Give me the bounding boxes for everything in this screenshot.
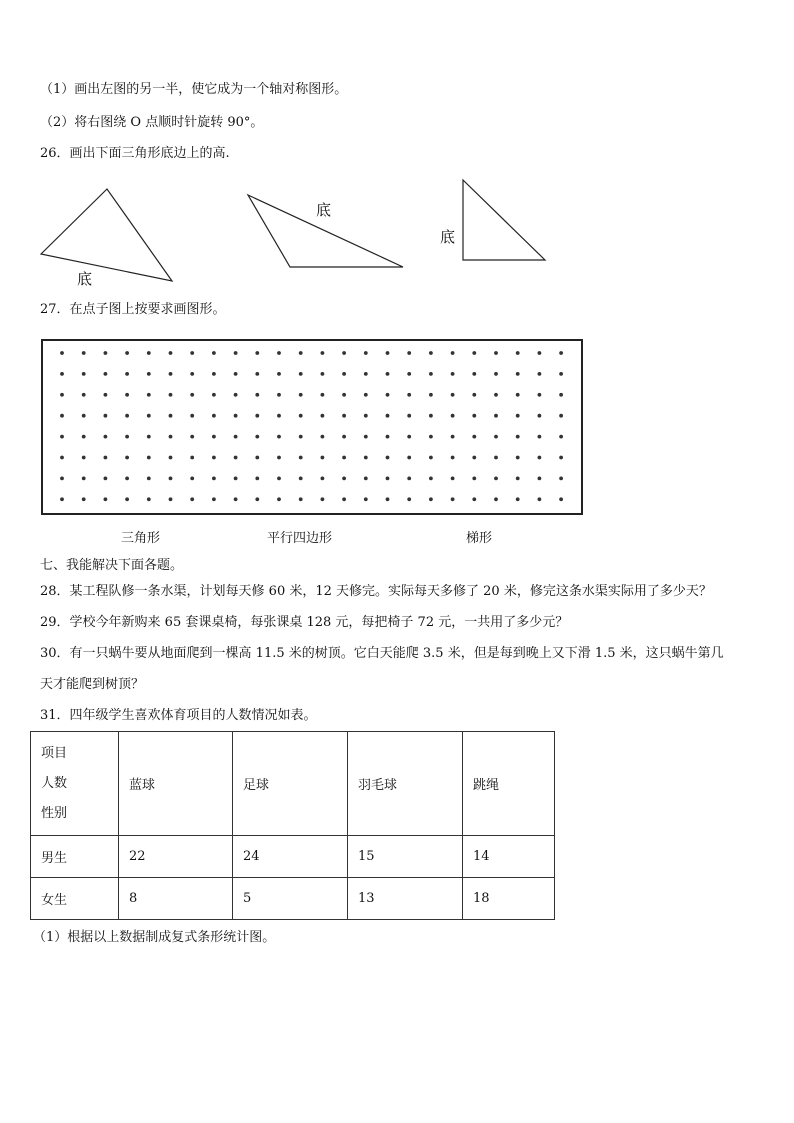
grid-dot[interactable] [212,435,216,439]
q25-part2: （2）将右图绕 O 点顺时针旋转 90°。 [40,115,264,130]
grid-dot[interactable] [342,497,346,501]
grid-dot[interactable] [147,393,151,397]
grid-dot[interactable] [538,477,542,481]
grid-dot[interactable] [125,351,129,355]
grid-dot[interactable] [60,477,64,481]
grid-dot[interactable] [212,414,216,418]
sports-survey-table [30,731,555,920]
grid-dot[interactable] [559,393,563,397]
grid-dot[interactable] [494,372,498,376]
grid-dot[interactable] [104,435,108,439]
grid-dot[interactable] [60,435,64,439]
grid-dot[interactable] [125,372,129,376]
grid-dot[interactable] [451,351,455,355]
grid-dot[interactable] [407,393,411,397]
grid-dot[interactable] [472,456,476,460]
grid-dot[interactable] [255,372,259,376]
grid-dot[interactable] [125,435,129,439]
grid-dot[interactable] [147,477,151,481]
grid-dot[interactable] [494,497,498,501]
grid-dot[interactable] [429,477,433,481]
table-cell: 18 [463,878,555,920]
grid-dot[interactable] [104,477,108,481]
grid-dot[interactable] [407,414,411,418]
grid-dot[interactable] [82,372,86,376]
grid-dot[interactable] [255,477,259,481]
table-header-row [31,732,555,836]
grid-dot[interactable] [494,351,498,355]
grid-dot[interactable] [125,393,129,397]
grid-dot[interactable] [538,456,542,460]
grid-label-parallelogram: 平行四边形 [267,531,333,546]
grid-dot[interactable] [234,393,238,397]
grid-dot[interactable] [364,435,368,439]
grid-dot[interactable] [407,372,411,376]
grid-dot[interactable] [190,393,194,397]
grid-dot[interactable] [190,351,194,355]
grid-dot[interactable] [60,351,64,355]
grid-dot[interactable] [429,414,433,418]
grid-dot[interactable] [451,393,455,397]
grid-dot[interactable] [342,414,346,418]
grid-dot[interactable] [321,372,325,376]
grid-dot[interactable] [342,456,346,460]
grid-dot[interactable] [538,414,542,418]
grid-dot[interactable] [169,456,173,460]
grid-dot[interactable] [82,456,86,460]
grid-dot[interactable] [147,497,151,501]
grid-dot[interactable] [386,477,390,481]
corner-header-count: 人数 [41,775,68,791]
grid-dot[interactable] [82,497,86,501]
grid-dot[interactable] [234,497,238,501]
grid-dot[interactable] [299,456,303,460]
grid-dot[interactable] [516,393,520,397]
grid-dot[interactable] [364,372,368,376]
grid-dot[interactable] [494,393,498,397]
grid-dot[interactable] [321,477,325,481]
grid-dot[interactable] [212,497,216,501]
grid-dot[interactable] [104,497,108,501]
grid-dot[interactable] [82,393,86,397]
grid-dot[interactable] [386,456,390,460]
grid-dot[interactable] [125,456,129,460]
grid-dot[interactable] [169,393,173,397]
grid-dot[interactable] [559,477,563,481]
grid-dot[interactable] [321,393,325,397]
q27-text: 27．在点子图上按要求画图形。 [40,302,226,317]
grid-dot[interactable] [212,477,216,481]
column-header: 蓝球 [119,732,233,836]
grid-dot[interactable] [277,477,281,481]
grid-dot[interactable] [125,414,129,418]
grid-dot[interactable] [255,497,259,501]
grid-dot[interactable] [342,351,346,355]
grid-dot[interactable] [104,414,108,418]
grid-dot[interactable] [429,456,433,460]
grid-dot[interactable] [386,393,390,397]
grid-dot[interactable] [451,414,455,418]
q30-line2: 天才能爬到树顶？ [40,677,145,692]
grid-dot[interactable] [516,456,520,460]
grid-dot[interactable] [472,435,476,439]
grid-dot[interactable] [364,497,368,501]
grid-dot[interactable] [472,497,476,501]
grid-dot[interactable] [472,414,476,418]
grid-dot[interactable] [147,435,151,439]
grid-dot[interactable] [386,435,390,439]
grid-dot[interactable] [516,414,520,418]
table-row [31,878,555,920]
grid-dot[interactable] [277,351,281,355]
q26-text: 26．画出下面三角形底边上的高. [40,146,230,161]
grid-dot[interactable] [429,393,433,397]
grid-dot[interactable] [125,497,129,501]
grid-dot[interactable] [104,372,108,376]
grid-dot[interactable] [147,456,151,460]
grid-dot[interactable] [407,497,411,501]
grid-dot[interactable] [104,393,108,397]
row-label: 男生 [31,836,119,878]
grid-dot[interactable] [82,435,86,439]
grid-label-trapezoid: 梯形 [466,531,493,546]
q28-text: 28．某工程队修一条水渠，计划每天修 60 米，12 天修完。实际每天多修了 20 米，修完这条水渠实际用了多少天？ [40,584,712,599]
grid-dot[interactable] [407,456,411,460]
grid-dot[interactable] [169,351,173,355]
grid-dot[interactable] [169,414,173,418]
grid-dot[interactable] [147,372,151,376]
grid-dot[interactable] [169,497,173,501]
q31-text: 31．四年级学生喜欢体育项目的人数情况如表。 [40,708,317,723]
grid-dot[interactable] [559,414,563,418]
grid-dot[interactable] [190,414,194,418]
grid-dot[interactable] [60,393,64,397]
grid-dot[interactable] [494,477,498,481]
dot-grid[interactable] [41,339,583,515]
triangle-2-base-label: 底 [316,201,332,219]
grid-dot[interactable] [147,414,151,418]
grid-dot[interactable] [255,435,259,439]
triangle-3 [463,180,545,260]
grid-dot[interactable] [364,351,368,355]
grid-dot[interactable] [190,477,194,481]
grid-dot[interactable] [299,372,303,376]
grid-dot[interactable] [364,393,368,397]
grid-dot[interactable] [494,456,498,460]
grid-dot[interactable] [82,351,86,355]
table-cell: 8 [119,878,233,920]
grid-dot[interactable] [472,351,476,355]
grid-dot[interactable] [559,351,563,355]
grid-dot[interactable] [321,456,325,460]
grid-dot[interactable] [60,497,64,501]
grid-dot[interactable] [82,477,86,481]
grid-dot[interactable] [516,435,520,439]
grid-dot[interactable] [386,372,390,376]
grid-dot[interactable] [169,435,173,439]
grid-dot[interactable] [472,477,476,481]
grid-dot[interactable] [538,497,542,501]
dot-grid-frame [41,339,583,515]
grid-dot[interactable] [342,477,346,481]
grid-dot[interactable] [299,435,303,439]
grid-dot[interactable] [559,372,563,376]
grid-dot[interactable] [321,351,325,355]
grid-dot[interactable] [277,372,281,376]
grid-dot[interactable] [494,414,498,418]
triangle-3-base-label: 底 [440,228,456,246]
grid-dot[interactable] [451,477,455,481]
grid-label-triangle: 三角形 [121,531,161,546]
grid-dot[interactable] [516,497,520,501]
grid-dot[interactable] [407,435,411,439]
grid-dot[interactable] [407,477,411,481]
grid-dot[interactable] [255,393,259,397]
grid-dot[interactable] [516,372,520,376]
table-cell: 15 [348,836,463,878]
q29-text: 29．学校今年新购来 65 套课桌椅，每张课桌 128 元，每把椅子 72 元，一共用了多少元？ [40,615,569,630]
grid-dot[interactable] [429,497,433,501]
grid-dot[interactable] [451,497,455,501]
grid-dot[interactable] [60,456,64,460]
grid-dot[interactable] [538,435,542,439]
grid-dot[interactable] [299,393,303,397]
table-cell: 24 [233,836,348,878]
grid-dot[interactable] [451,435,455,439]
corner-header-gender: 性别 [41,805,68,821]
grid-dot[interactable] [494,435,498,439]
grid-dot[interactable] [277,497,281,501]
grid-dot[interactable] [321,435,325,439]
grid-dot[interactable] [559,435,563,439]
grid-dot[interactable] [386,414,390,418]
grid-dot[interactable] [386,351,390,355]
triangle-1-base-label: 底 [77,270,93,288]
grid-dot[interactable] [472,372,476,376]
column-header: 跳绳 [463,732,555,836]
q26-triangles [0,0,794,300]
q30-line1: 30．有一只蜗牛要从地面爬到一棵高 11.5 米的树顶。它白天能爬 3.5 米，但是每到晚上又下滑 1.5 米，这只蜗牛第几 [40,646,724,661]
grid-dot[interactable] [255,414,259,418]
grid-dot[interactable] [516,351,520,355]
grid-dot[interactable] [299,414,303,418]
section-7-title: 七、我能解决下面各题。 [40,558,184,573]
grid-dot[interactable] [277,414,281,418]
grid-dot[interactable] [147,351,151,355]
grid-dot[interactable] [169,477,173,481]
grid-dot[interactable] [299,351,303,355]
column-header: 羽毛球 [348,732,463,836]
grid-dot[interactable] [234,456,238,460]
grid-dot[interactable] [342,372,346,376]
grid-dot[interactable] [364,414,368,418]
grid-dot[interactable] [190,497,194,501]
q25-part1: （1）画出左图的另一半，使它成为一个轴对称图形。 [40,82,348,97]
q31-part1: （1）根据以上数据制成复式条形统计图。 [33,930,276,945]
grid-dot[interactable] [538,351,542,355]
grid-dot[interactable] [234,372,238,376]
grid-dot[interactable] [559,456,563,460]
grid-dot[interactable] [299,477,303,481]
grid-dot[interactable] [321,414,325,418]
grid-dot[interactable] [277,435,281,439]
grid-dot[interactable] [429,372,433,376]
grid-dot[interactable] [342,393,346,397]
table-cell: 22 [119,836,233,878]
grid-dot[interactable] [364,477,368,481]
grid-dot[interactable] [429,435,433,439]
table-cell: 5 [233,878,348,920]
grid-dot[interactable] [386,497,390,501]
grid-dot[interactable] [321,497,325,501]
grid-dot[interactable] [299,497,303,501]
grid-dot[interactable] [472,393,476,397]
grid-dot[interactable] [255,351,259,355]
table-cell: 13 [348,878,463,920]
grid-dot[interactable] [451,372,455,376]
grid-dot[interactable] [559,497,563,501]
grid-dot[interactable] [234,414,238,418]
grid-dot[interactable] [516,477,520,481]
corner-header-cell [31,732,119,836]
grid-dot[interactable] [212,351,216,355]
grid-dot[interactable] [364,456,368,460]
grid-dot[interactable] [82,414,86,418]
grid-dot[interactable] [60,372,64,376]
corner-header-project: 项目 [41,745,68,761]
grid-dot[interactable] [190,372,194,376]
grid-dot[interactable] [429,351,433,355]
grid-dot[interactable] [104,456,108,460]
grid-dot[interactable] [538,372,542,376]
grid-dot[interactable] [342,435,346,439]
grid-dot[interactable] [212,456,216,460]
grid-dot[interactable] [277,393,281,397]
table-row [31,836,555,878]
grid-dot[interactable] [169,372,173,376]
row-label: 女生 [31,878,119,920]
grid-dot[interactable] [125,477,129,481]
table-cell: 14 [463,836,555,878]
column-header: 足球 [233,732,348,836]
grid-dot[interactable] [407,351,411,355]
grid-dot[interactable] [212,372,216,376]
grid-dot[interactable] [234,351,238,355]
grid-dot[interactable] [234,435,238,439]
grid-dot[interactable] [451,456,455,460]
grid-dot[interactable] [212,393,216,397]
grid-dot[interactable] [277,456,281,460]
grid-dot[interactable] [60,414,64,418]
grid-dot[interactable] [190,435,194,439]
grid-dot[interactable] [234,477,238,481]
triangle-1 [41,189,172,281]
grid-dot[interactable] [538,393,542,397]
grid-dot[interactable] [190,456,194,460]
grid-dot[interactable] [255,456,259,460]
grid-dot[interactable] [104,351,108,355]
